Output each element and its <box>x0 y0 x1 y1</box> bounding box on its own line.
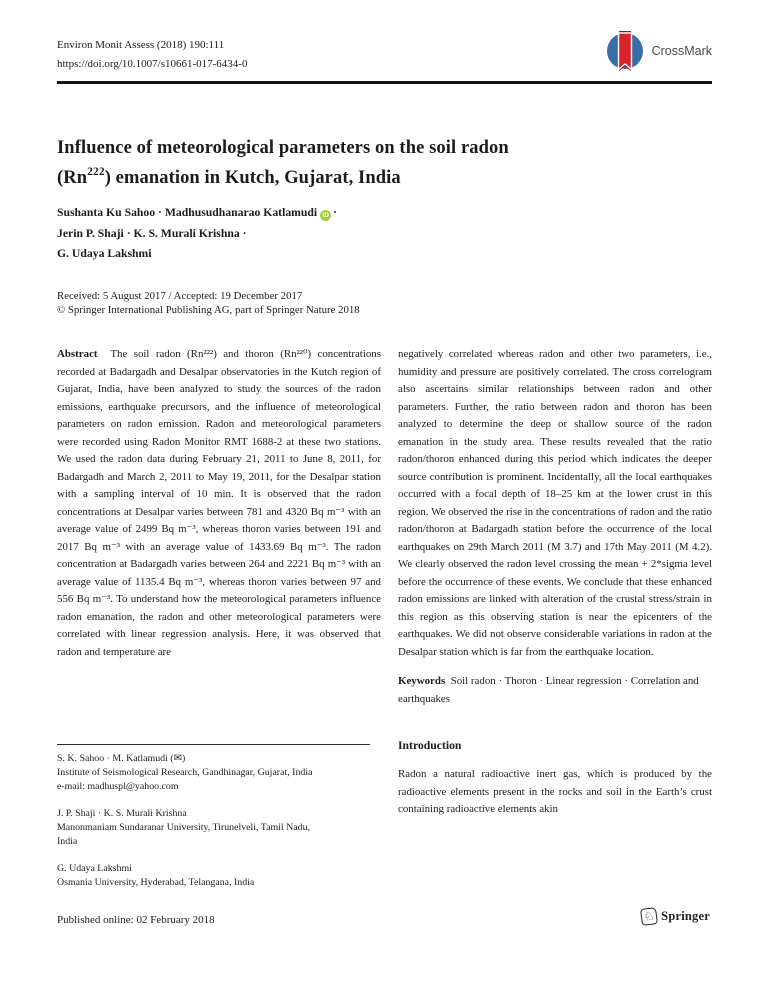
email-line <box>57 780 370 794</box>
abstract-paragraph <box>57 346 381 661</box>
article-history <box>57 289 657 317</box>
copyright-line: © Springer International Publishing AG, part of Springer Nature 2018 <box>57 304 360 316</box>
affiliation-text: Institute of Seismological Research, Gandhinagar, Gujarat, India <box>57 767 313 778</box>
crossmark-icon <box>605 30 645 72</box>
affiliation-block-2 <box>57 807 370 849</box>
published-online-line: Published online: 02 February 2018 <box>57 914 215 926</box>
author-separator: · <box>333 206 338 219</box>
email-icon: ✉ <box>173 753 182 764</box>
springer-logo <box>641 908 710 925</box>
affiliation-authors: G. Udaya Lakshmi <box>57 863 132 874</box>
affiliation-text: Manonmaniam Sundaranar University, Tirunelveli, Tamil Nadu, <box>57 822 311 833</box>
received-accepted-line: Received: 5 August 2017 / Accepted: 19 December 2017 <box>57 290 303 302</box>
introduction-text: Radon a natural radioactive inert gas, which is produced by the radioactive elements present in the rocks and soil in the Earth’s crust containing radioactive elements akin <box>398 768 712 815</box>
abstract-label: Abstract <box>57 348 98 360</box>
journal-citation: Environ Monit Assess (2018) 190:111 <box>57 39 225 51</box>
title-line2-post: ) emanation in Kutch, Gujarat, India <box>104 168 401 189</box>
author-line-1: Sushanta Ku Sahoo · Madhusudhanarao Katlamudi iD · <box>57 206 338 219</box>
springer-horse-icon: ♘ <box>640 907 658 926</box>
author-list <box>57 203 657 265</box>
orcid-icon[interactable]: iD <box>320 210 331 221</box>
affiliation-block-3 <box>57 862 370 890</box>
doi-link[interactable]: https://doi.org/10.1007/s10661-017-6434-0 <box>57 58 248 70</box>
crossmark-badge[interactable] <box>605 30 712 72</box>
title-superscript: 222 <box>87 166 105 178</box>
article-title <box>57 136 697 191</box>
right-column <box>398 346 712 819</box>
affiliations-footnote <box>57 744 370 903</box>
crossmark-label: CrossMark <box>651 44 712 58</box>
affiliation-text: Osmania University, Hyderabad, Telangana, India <box>57 877 255 888</box>
springer-wordmark: Springer <box>661 909 710 923</box>
author-line-2: Jerin P. Shaji · K. S. Murali Krishna · <box>57 226 247 240</box>
introduction-heading: Introduction <box>398 739 462 752</box>
abstract-text-part1: The soil radon (Rn²²²) and thoron (Rn²²⁰) concentrations recorded at Badargadh and Desalpar observatories in the Kutch region of Gujarat, India, have been analyzed to study the sources of the radon emissions, earthquake precursors, and the influence of meteorological parameters on radon emission. Radon and meteorological parameters were recorded using Radon Monitor RMT 1688-2 at these two stations. We used the radon data during February 21, 2011 to June 8, 2011, for Badargadh and March 2, 2011 to May 19, 2011, for the Desalpar station with a sampling interval of 10 min. It is observed that the radon concentrations at Desalpar varies between 781 and 4320 Bq m⁻³ with an average value of 2499 Bq m⁻³, whereas thoron varies between 191 and 2017 Bq m⁻³ with an average value of 1433.69 Bq m⁻³. The radon concentration at Badargadh varies between 264 and 2221 Bq m⁻³ with an average value of 1135.4 Bq m⁻³, whereas thoron varies between 97 and 556 Bq m⁻³. To understand how the meteorological parameters influence radon emanation, the radon and other meteorological parameters were correlated with linear regression analysis. Here, it was observed that radon and temperature are <box>57 348 381 658</box>
abstract-text-part2: negatively correlated whereas radon and other two parameters, i.e., humidity and pressure are positively correlated. The cross correlogram also ascertains similar relationships between radon and other parameters. Further, the ratio between radon and thoron has been analyzed to determine the deep or shallow source of the radon emanation in the study area. These results revealed that the ratio radon/thoron enhanced during this period which indicates the deeper source contribution is prominent. Incidentally, all the local earthquakes occurred with a focal depth of 18–25 km at the lower crust in this region. We observed the rise in the concentrations of radon and the ratio radon/thoron at Badargadh station before the occurrence of the local earthquakes on 29th March 2011 (M 3.7) and 17th May 2011 (M 4.2). We clearly observed the radon level crossing the mean + 2*sigma level before the occurrence of these events. We conclude that these enhanced radon emissions are linked with alteration of the crustal stress/strain in this region as this observing station is near the epicenters of the earthquakes. We did not observe considerable variations in radon at the Desalpar station which is far from the earthquake location. <box>398 348 712 658</box>
keywords-label: Keywords <box>398 675 446 687</box>
title-line2-pre: (Rn <box>57 168 88 189</box>
keywords-list: Soil radon · Thoron · Linear regression · Correlation and earthquakes <box>398 675 699 705</box>
keywords-paragraph <box>398 673 712 708</box>
affiliation-text: India <box>57 836 78 847</box>
affiliation-authors: S. K. Sahoo · M. Katlamudi (✉) <box>57 753 186 764</box>
email-address[interactable]: e-mail: madhuspl@yahoo.com <box>57 781 179 792</box>
affiliation-block-1 <box>57 752 370 794</box>
title-line1: Influence of meteorological parameters on the soil radon <box>57 138 509 158</box>
header-divider <box>57 81 712 84</box>
affiliation-authors: J. P. Shaji · K. S. Murali Krishna <box>57 808 187 819</box>
author-line-3: G. Udaya Lakshmi <box>57 247 152 260</box>
